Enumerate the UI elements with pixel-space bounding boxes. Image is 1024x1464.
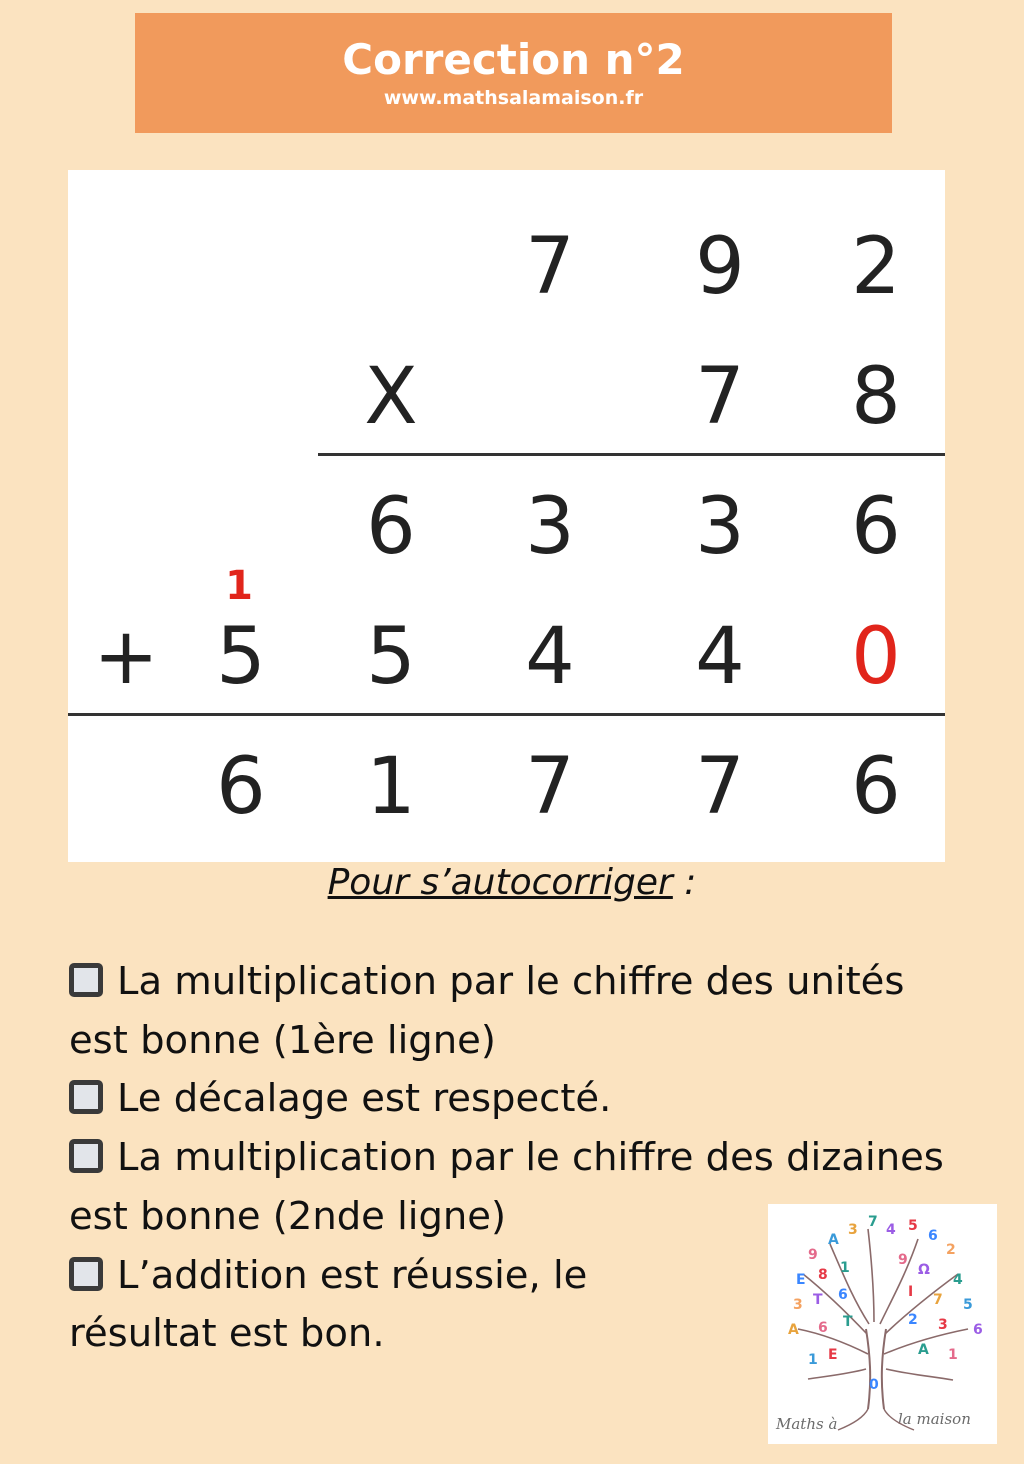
- multiplicand-digit: 7: [525, 222, 575, 312]
- svg-text:9: 9: [808, 1247, 818, 1263]
- checklist-item: [69, 1070, 939, 1129]
- multiplication-panel: [68, 170, 945, 862]
- svg-text:3: 3: [938, 1317, 948, 1333]
- svg-text:A: A: [918, 1342, 929, 1358]
- page-title: Correction n°2: [342, 34, 685, 84]
- svg-text:I: I: [908, 1284, 914, 1300]
- svg-text:2: 2: [908, 1312, 918, 1328]
- result-digit: 7: [695, 742, 745, 832]
- checkbox[interactable]: [69, 1257, 103, 1291]
- svg-text:5: 5: [963, 1297, 973, 1313]
- svg-text:A: A: [788, 1322, 799, 1338]
- multiply-operator: X: [364, 352, 418, 442]
- checkbox[interactable]: [69, 963, 103, 997]
- svg-text:0: 0: [869, 1377, 879, 1393]
- checklist-item-label: Le décalage est respecté.: [117, 1076, 612, 1122]
- checklist-item: [69, 953, 939, 1070]
- partial-product-2-digit: 4: [695, 612, 745, 702]
- partial-product-1-digit: 6: [851, 482, 901, 572]
- svg-text:2: 2: [946, 1242, 956, 1258]
- carry-digit: 1: [225, 563, 253, 609]
- svg-text:3: 3: [848, 1222, 858, 1238]
- multiplicand-digit: 9: [695, 222, 745, 312]
- svg-text:T: T: [843, 1314, 853, 1330]
- svg-text:5: 5: [908, 1218, 918, 1234]
- header-banner: [135, 13, 892, 133]
- partial-product-2-digit: 5: [366, 612, 416, 702]
- svg-text:6: 6: [838, 1287, 848, 1303]
- checkbox[interactable]: [69, 1080, 103, 1114]
- shift-zero-digit: 0: [851, 612, 901, 702]
- partial-product-1-digit: 6: [366, 482, 416, 572]
- svg-text:4: 4: [953, 1272, 963, 1288]
- self-check-heading: [0, 862, 1024, 903]
- svg-text:1: 1: [808, 1352, 818, 1368]
- svg-text:8: 8: [818, 1267, 828, 1283]
- svg-text:1: 1: [840, 1260, 850, 1276]
- multiplier-digit: 8: [851, 352, 901, 442]
- partial-product-2-digit: 5: [216, 612, 266, 702]
- number-tree-icon: [768, 1204, 997, 1444]
- result-digit: 7: [525, 742, 575, 832]
- self-check-title-suffix: :: [672, 862, 697, 903]
- result-digit: 6: [216, 742, 266, 832]
- checklist-item-label: La multiplication par le chiffre des unités est bonne (1ère ligne): [69, 959, 905, 1063]
- result-digit: 1: [366, 742, 416, 832]
- svg-text:9: 9: [898, 1252, 908, 1268]
- partial-product-1-digit: 3: [695, 482, 745, 572]
- svg-text:3: 3: [793, 1297, 803, 1313]
- svg-text:A: A: [828, 1232, 839, 1248]
- website-link[interactable]: www.mathsalamaison.fr: [383, 87, 644, 110]
- svg-text:4: 4: [886, 1222, 896, 1238]
- logo-text-left: Maths à: [776, 1415, 838, 1433]
- multiplication-rule: [318, 453, 945, 456]
- multiplier-digit: 7: [695, 352, 745, 442]
- checklist-item: [69, 1247, 629, 1364]
- checklist-item-label: La multiplication par le chiffre des dizaines est bonne (2nde ligne): [69, 1135, 944, 1239]
- svg-text:E: E: [796, 1272, 806, 1288]
- svg-text:1: 1: [948, 1347, 958, 1363]
- addition-rule: [68, 713, 945, 716]
- svg-text:7: 7: [933, 1292, 943, 1308]
- svg-text:T: T: [813, 1292, 823, 1308]
- add-operator: +: [93, 612, 159, 702]
- checkbox[interactable]: [69, 1139, 103, 1173]
- svg-text:6: 6: [973, 1322, 983, 1338]
- svg-text:7: 7: [868, 1214, 878, 1230]
- logo-text-right: la maison: [898, 1410, 971, 1428]
- svg-text:Ω: Ω: [918, 1262, 930, 1278]
- svg-text:6: 6: [928, 1228, 938, 1244]
- self-check-title: Pour s’autocorriger: [327, 862, 673, 903]
- multiplicand-digit: 2: [851, 222, 901, 312]
- partial-product-1-digit: 3: [525, 482, 575, 572]
- checklist-item-label: L’addition est réussie, le résultat est bon.: [69, 1252, 588, 1357]
- svg-text:6: 6: [818, 1320, 828, 1336]
- maths-a-la-maison-logo: [768, 1204, 997, 1444]
- partial-product-2-digit: 4: [525, 612, 575, 702]
- result-digit: 6: [851, 742, 901, 832]
- svg-text:E: E: [828, 1347, 838, 1363]
